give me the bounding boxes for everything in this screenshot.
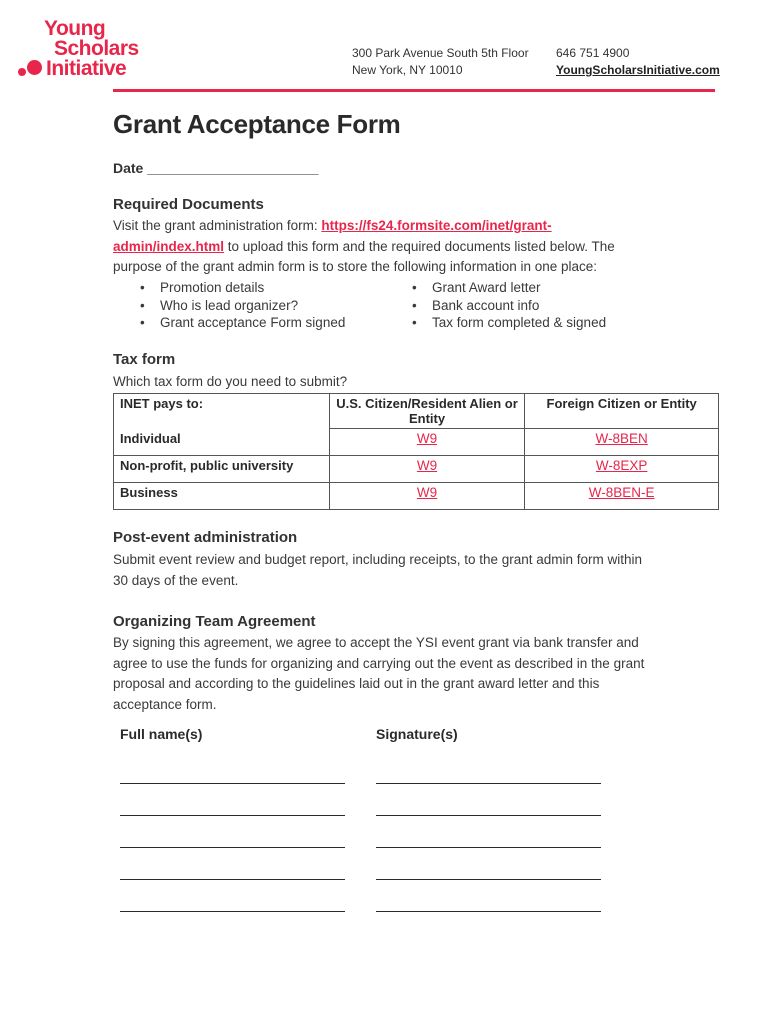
post-event-text: Submit event review and budget report, including receipts, to the grant admin form within 30 days of the event.	[113, 552, 643, 588]
full-name-line[interactable]	[120, 846, 345, 848]
list-item: • Grant acceptance Form signed	[136, 314, 345, 332]
website-link[interactable]: YoungScholarsInitiative.com	[556, 63, 720, 77]
post-event-heading: Post-event administration	[113, 529, 298, 546]
agreement-text: By signing this agreement, we agree to accept the YSI event grant via bank transfer and agree to use the funds for organizing and carrying out the event as described in the grant proposal and according to the guidelines laid out in the grant award letter and this acceptance form.	[113, 635, 645, 712]
intro-text-3: purpose of the grant admin form is to store the following information in one place:	[113, 259, 598, 274]
date-field[interactable]: Date ______________________	[113, 160, 319, 176]
required-documents-heading: Required Documents	[113, 196, 264, 213]
full-name-line[interactable]	[120, 878, 345, 880]
header-address	[352, 45, 529, 79]
form-link-w8exp[interactable]: W-8EXP	[525, 456, 719, 483]
row-label-business: Business	[114, 483, 330, 510]
column-header-inet: INET pays to:	[114, 394, 330, 429]
logo-small-dot-icon	[18, 68, 26, 76]
signature-label: Signature(s)	[376, 726, 458, 742]
signature-line[interactable]	[376, 782, 601, 784]
address-line-1: 300 Park Avenue South 5th Floor	[352, 46, 529, 60]
list-item: • Bank account info	[408, 297, 606, 315]
full-name-label: Full name(s)	[120, 726, 203, 742]
grant-admin-link-part1[interactable]: https://fs24.formsite.com/inet/grant-	[321, 218, 552, 233]
form-link-w9[interactable]: W9	[329, 483, 525, 510]
signature-line[interactable]	[376, 814, 601, 816]
required-documents-intro	[113, 216, 723, 278]
list-item: • Promotion details	[136, 279, 345, 297]
ysi-logo	[18, 18, 168, 82]
full-name-line[interactable]	[120, 782, 345, 784]
logo-word-initiative: Initiative	[46, 57, 127, 80]
column-header-foreign: Foreign Citizen or Entity	[525, 394, 719, 429]
tax-form-heading: Tax form	[113, 351, 176, 368]
form-link-w9[interactable]: W9	[329, 456, 525, 483]
tax-form-table	[113, 393, 719, 510]
logo-word-scholars: Scholars	[54, 37, 139, 60]
list-item: • Grant Award letter	[408, 279, 606, 297]
signature-line[interactable]	[376, 878, 601, 880]
full-name-line[interactable]	[120, 814, 345, 816]
header-contact	[556, 45, 720, 79]
form-link-w8bene[interactable]: W-8BEN-E	[525, 483, 719, 510]
intro-text-1: Visit the grant administration form:	[113, 218, 322, 233]
required-list-left	[136, 279, 345, 332]
page-title: Grant Acceptance Form	[113, 109, 401, 139]
tax-form-question: Which tax form do you need to submit?	[113, 374, 348, 389]
row-label-individual: Individual	[114, 429, 330, 456]
signature-line[interactable]	[376, 910, 601, 912]
grant-admin-link-part2[interactable]: admin/index.html	[113, 238, 225, 254]
column-header-us: U.S. Citizen/Resident Alien or Entity	[329, 394, 525, 429]
agreement-heading: Organizing Team Agreement	[113, 613, 316, 630]
form-link-w9[interactable]: W9	[329, 429, 525, 456]
signature-line[interactable]	[376, 846, 601, 848]
phone-number: 646 751 4900	[556, 46, 630, 60]
list-item: • Tax form completed & signed	[408, 314, 606, 332]
intro-text-2: to upload this form and the required documents listed below. The	[224, 238, 615, 254]
required-list-right	[408, 279, 606, 332]
logo-word-young: Young	[44, 17, 106, 40]
header-divider	[113, 89, 715, 92]
row-label-nonprofit: Non-profit, public university	[114, 456, 330, 483]
address-line-2: New York, NY 10010	[352, 63, 463, 77]
logo-large-dot-icon	[27, 60, 42, 75]
list-item: • Who is lead organizer?	[136, 297, 345, 315]
full-name-line[interactable]	[120, 910, 345, 912]
form-link-w8ben[interactable]: W-8BEN	[525, 429, 719, 456]
